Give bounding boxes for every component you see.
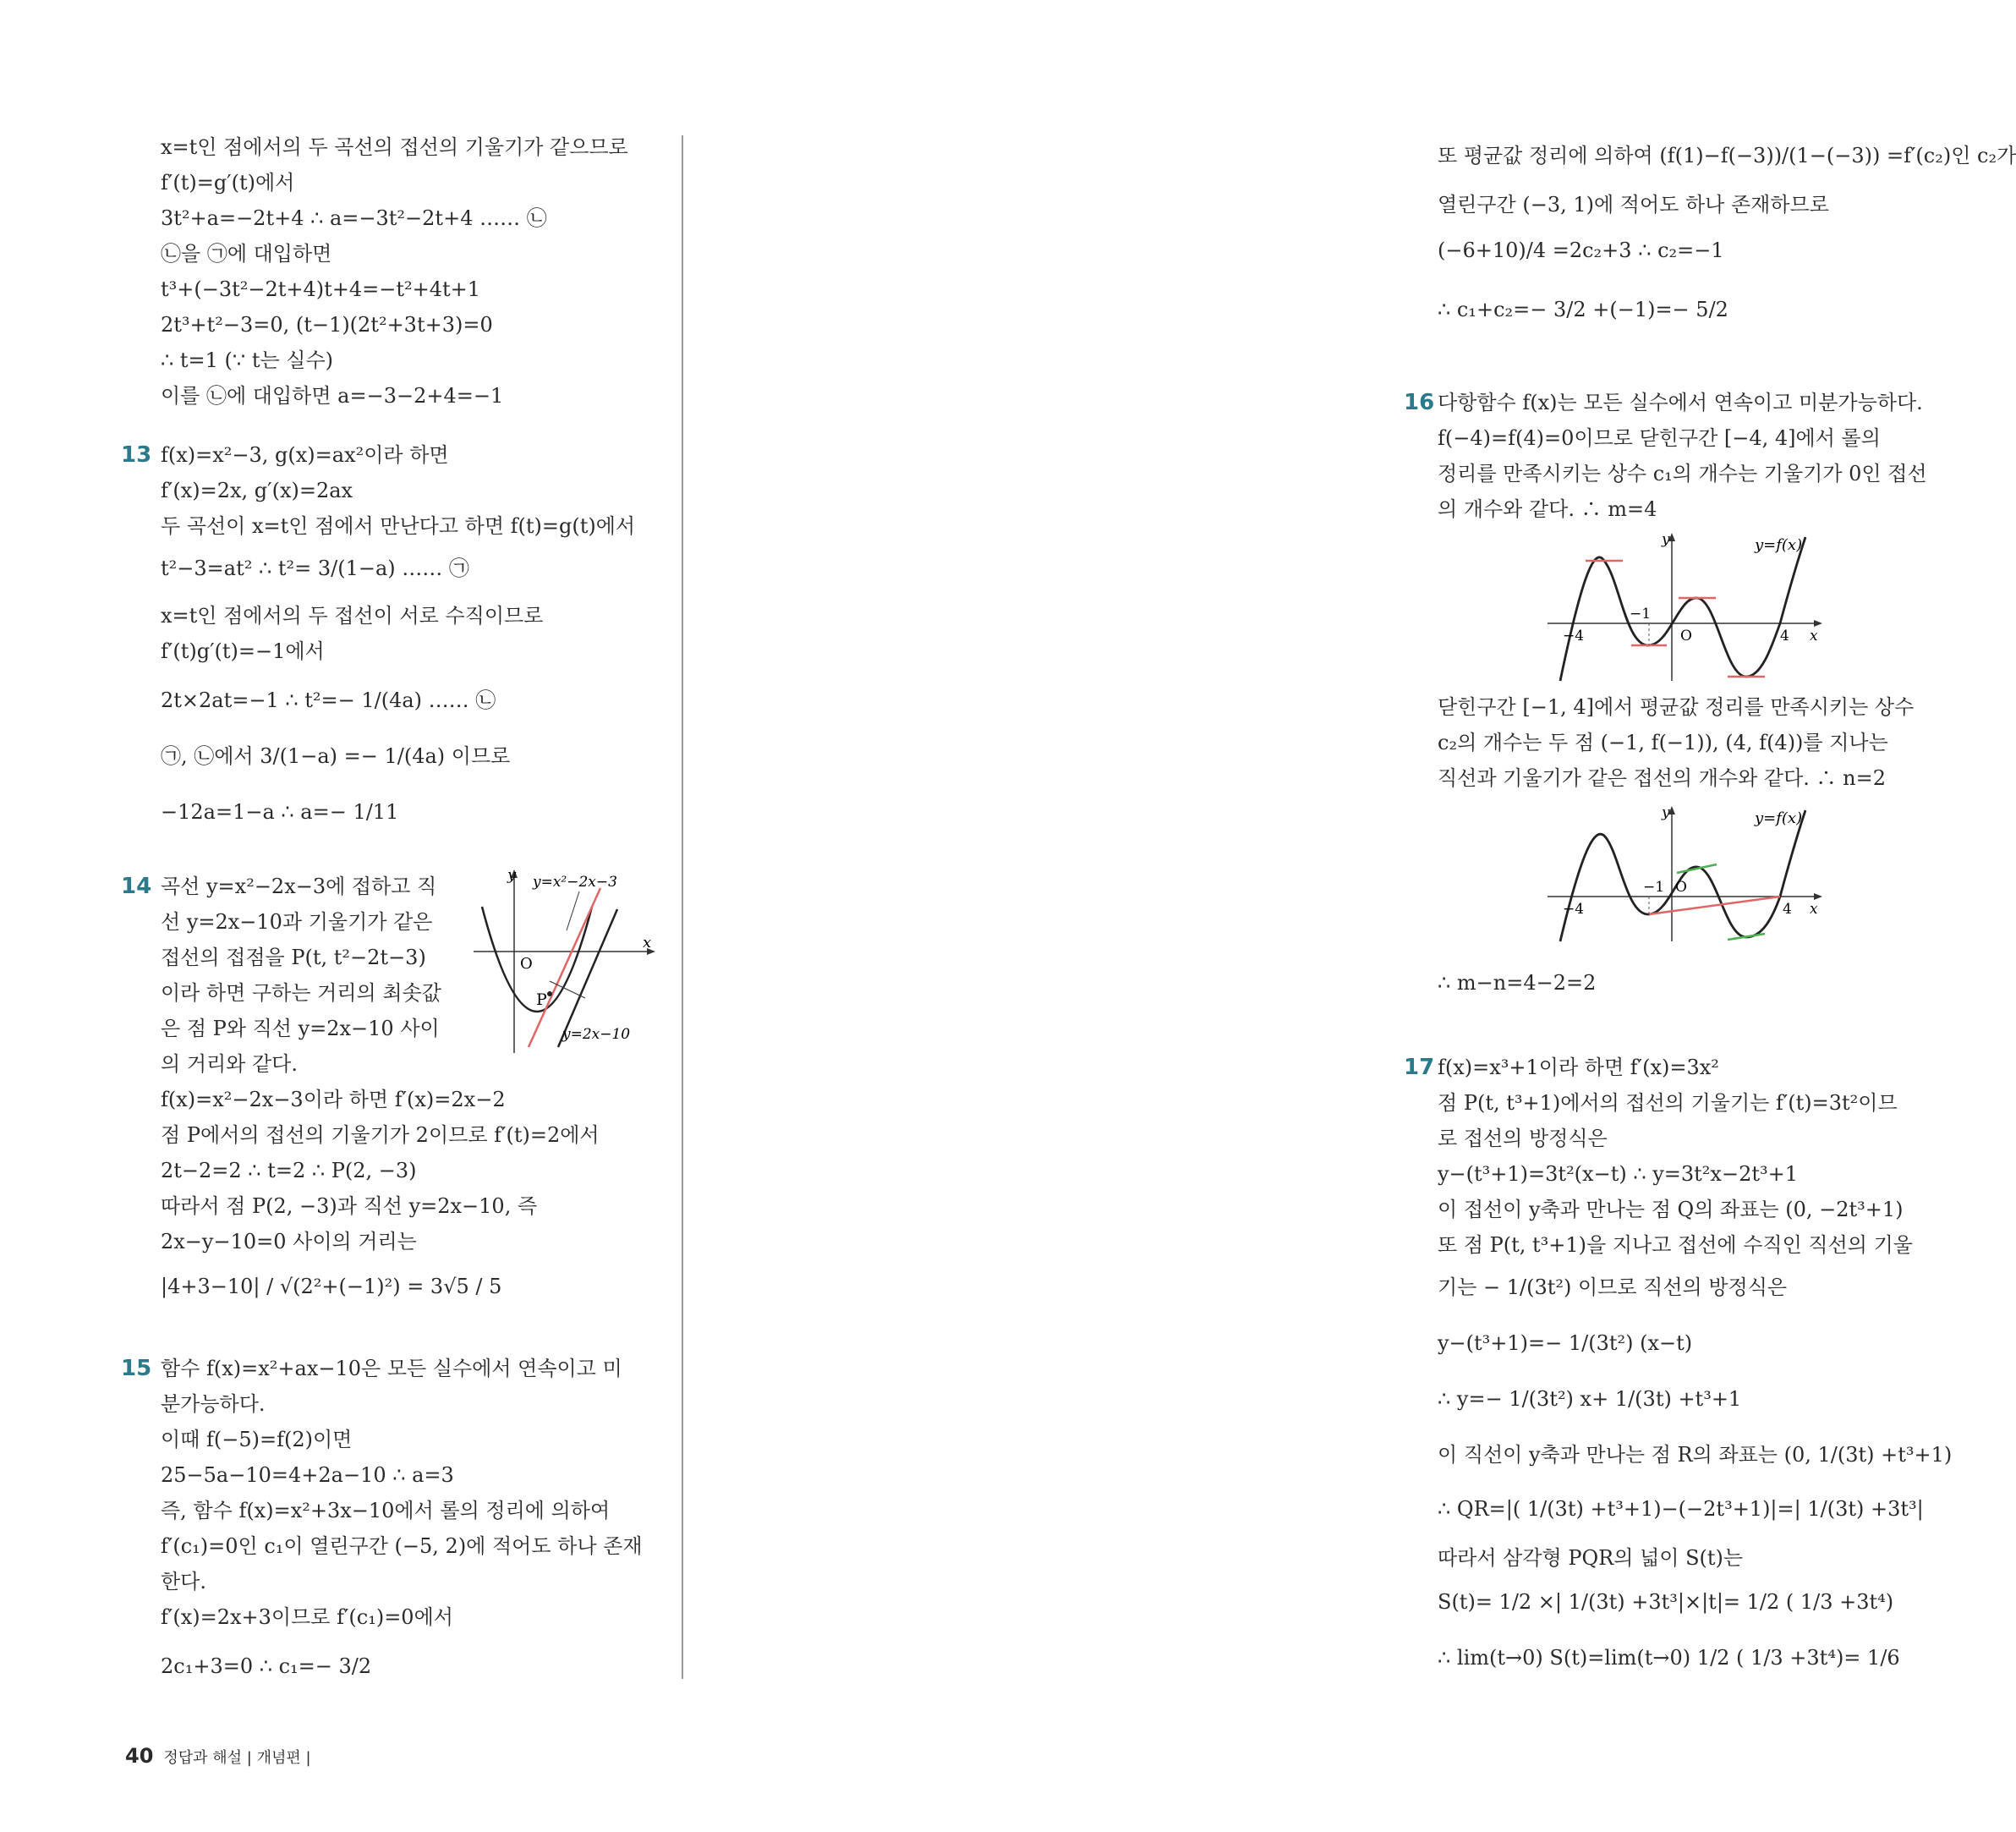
origin-label: O — [520, 955, 533, 973]
p15-cont-line: ∴ c₁+c₂=− 3/2 +(−1)=− 5/2 — [1438, 298, 1728, 321]
problem-number-15: 15 — [121, 1356, 152, 1381]
p13-line: f′(t)g′(t)=−1에서 — [161, 639, 325, 663]
p17-line: ∴ y=− 1/(3t²) x+ 1/(3t) +t³+1 — [1438, 1387, 1742, 1411]
page-footer — [125, 1744, 311, 1768]
p17-line: y−(t³+1)=− 1/(3t²) (x−t) — [1438, 1331, 1693, 1355]
p14-line: |4+3−10| / √(2²+(−1)²) = 3√5 / 5 — [161, 1275, 502, 1298]
p17-line: 또 점 P(t, t³+1)을 지나고 접선에 수직인 직선의 기울 — [1438, 1233, 1913, 1257]
x-axis-arrow — [1814, 620, 1822, 627]
p17-line: S(t)= 1/2 ×| 1/(3t) +3t³|×|t|= 1/2 ( 1/3 +3t⁴) — [1438, 1590, 1894, 1614]
p15-line: 2c₁+3=0 ∴ c₁=− 3/2 — [161, 1654, 372, 1678]
p17-line: 이 직선이 y축과 만나는 점 R의 좌표는 (0, 1/(3t) +t³+1) — [1438, 1443, 1953, 1467]
intro-line: 2t³+t²−3=0, (t−1)(2t²+3t+3)=0 — [161, 313, 493, 337]
p14-line: 따라서 점 P(2, −3)과 직선 y=2x−10, 즉 — [161, 1194, 538, 1218]
problem-number-13: 13 — [121, 442, 152, 468]
origin-label: O — [1680, 628, 1692, 644]
tick-neg1: −1 — [1630, 606, 1652, 623]
p14-line: 접선의 접점을 P(t, t²−2t−3) — [161, 946, 426, 969]
tangent-line — [529, 888, 600, 1047]
p14-line: 2x−y−10=0 사이의 거리는 — [161, 1230, 417, 1253]
y-axis-label: y — [1662, 804, 1670, 821]
point-p-label: P — [536, 990, 547, 1009]
p17-line: 점 P(t, t³+1)에서의 접선의 기울기는 f′(t)=3t²이므 — [1438, 1091, 1898, 1115]
y-axis-label: y — [507, 866, 517, 884]
p13-line: f′(x)=2x, g′(x)=2ax — [161, 479, 353, 502]
parallel-tangent — [1677, 864, 1717, 873]
p15-line: 함수 f(x)=x²+ax−10은 모든 실수에서 연속이고 미 — [161, 1357, 622, 1380]
p15-line: 25−5a−10=4+2a−10 ∴ a=3 — [161, 1463, 454, 1487]
x-axis-arrow — [1814, 893, 1822, 900]
tick-neg4: −4 — [1563, 901, 1585, 918]
p16-line: 다항함수 f(x)는 모든 실수에서 연속이고 미분가능하다. — [1438, 391, 1923, 414]
p17-line: ∴ QR=|( 1/(3t) +t³+1)−(−2t³+1)|=| 1/(3t) +3t³| — [1438, 1497, 1924, 1521]
p13-line: ㉠, ㉡에서 3/(1−a) =− 1/(4a) 이므로 — [161, 744, 511, 768]
tick-4: 4 — [1780, 628, 1789, 644]
x-axis-label: x — [643, 934, 652, 952]
intro-line: x=t인 점에서의 두 곡선의 접선의 기울기가 같으므로 — [161, 135, 628, 159]
p14-line: 선 y=2x−10과 기울기가 같은 — [161, 910, 433, 934]
p13-line: f(x)=x²−3, g(x)=ax²이라 하면 — [161, 443, 449, 467]
problem-number-14: 14 — [121, 874, 152, 899]
p14-graph — [469, 863, 668, 1057]
p15-line: 즉, 함수 f(x)=x²+3x−10에서 롤의 정리에 의하여 — [161, 1499, 611, 1522]
p17-line: y−(t³+1)=3t²(x−t) ∴ y=3t²x−2t³+1 — [1438, 1162, 1798, 1186]
p15-line: 분가능하다. — [161, 1392, 266, 1416]
p16-graph-2 — [1543, 802, 1831, 946]
p17-line: 따라서 삼각형 PQR의 넓이 S(t)는 — [1438, 1546, 1744, 1570]
p13-line: x=t인 점에서의 두 접선이 서로 수직이므로 — [161, 604, 544, 628]
problem-number-17: 17 — [1404, 1055, 1435, 1080]
origin-label: O — [1675, 879, 1687, 896]
point-p — [547, 991, 552, 996]
p14-line: 은 점 P와 직선 y=2x−10 사이 — [161, 1017, 440, 1040]
p13-line: t²−3=at² ∴ t²= 3/(1−a) …… ㉠ — [161, 557, 469, 580]
p14-line: 이라 하면 구하는 거리의 최솟값 — [161, 981, 441, 1005]
p16-line: 의 개수와 같다. ∴ m=4 — [1438, 497, 1657, 521]
problem-number-16: 16 — [1404, 390, 1435, 415]
y-axis-label: y — [1662, 531, 1670, 548]
p16-line2: 닫힌구간 [−1, 4]에서 평균값 정리를 만족시키는 상수 — [1438, 695, 1915, 719]
p16-conclusion: ∴ m−n=4−2=2 — [1438, 971, 1597, 995]
intro-line: 이를 ㉡에 대입하면 a=−3−2+4=−1 — [161, 384, 504, 408]
intro-line: t³+(−3t²−2t+4)t+4=−t²+4t+1 — [161, 277, 481, 301]
page-number: 40 — [125, 1744, 154, 1768]
p13-line: −12a=1−a ∴ a=− 1/11 — [161, 800, 399, 824]
x-axis-label: x — [1810, 628, 1818, 644]
p17-line: 로 접선의 방정식은 — [1438, 1127, 1608, 1150]
parallel-tangent — [1728, 934, 1765, 940]
intro-line: ㉡을 ㉠에 대입하면 — [161, 242, 332, 266]
p15-line: 한다. — [161, 1570, 206, 1593]
tick-4: 4 — [1783, 901, 1792, 918]
p15-cont-line: (−6+10)/4 =2c₂+3 ∴ c₂=−1 — [1438, 239, 1724, 262]
curve-label: y=x²−2x−3 — [533, 874, 617, 891]
x-axis-label: x — [1810, 901, 1818, 918]
footer-title: 정답과 해설 | 개념편 | — [163, 1749, 311, 1767]
p16-graph-1 — [1543, 529, 1831, 685]
tick-neg4: −4 — [1563, 628, 1585, 644]
line-label: y=2x−10 — [562, 1026, 631, 1043]
intro-line: f′(t)=g′(t)에서 — [161, 171, 295, 195]
column-divider — [682, 135, 683, 1679]
intro-line: ∴ t=1 (∵ t는 실수) — [161, 348, 334, 372]
p17-line: 기는 − 1/(3t²) 이므로 직선의 방정식은 — [1438, 1275, 1788, 1299]
p16-line: 정리를 만족시키는 상수 c₁의 개수는 기울기가 0인 접선 — [1438, 462, 1927, 485]
p15-cont-line: 또 평균값 정리에 의하여 (f(1)−f(−3))/(1−(−3)) =f′(c₂)인 c₂가 — [1438, 144, 2016, 167]
intro-line: 3t²+a=−2t+4 ∴ a=−3t²−2t+4 …… ㉡ — [161, 206, 547, 230]
p14-line: 점 P에서의 접선의 기울기가 2이므로 f′(t)=2에서 — [161, 1123, 600, 1147]
p16-line2: c₂의 개수는 두 점 (−1, f(−1)), (4, f(4))를 지나는 — [1438, 731, 1888, 754]
p16-line2: 직선과 기울기가 같은 접선의 개수와 같다. ∴ n=2 — [1438, 766, 1886, 790]
p14-line: 의 거리와 같다. — [161, 1052, 298, 1076]
p15-cont-line: 열린구간 (−3, 1)에 적어도 하나 존재하므로 — [1438, 193, 1829, 217]
p14-line: 곡선 y=x²−2x−3에 접하고 직 — [161, 875, 437, 898]
tick-neg1: −1 — [1643, 879, 1665, 896]
p15-line: 이때 f(−5)=f(2)이면 — [161, 1428, 353, 1451]
p14-line: 2t−2=2 ∴ t=2 ∴ P(2, −3) — [161, 1159, 417, 1182]
p17-line: f(x)=x³+1이라 하면 f′(x)=3x² — [1438, 1056, 1719, 1079]
curve-f — [1560, 537, 1805, 681]
p13-line: 2t×2at=−1 ∴ t²=− 1/(4a) …… ㉡ — [161, 688, 496, 712]
curve-label: y=f(x) — [1755, 536, 1803, 554]
curve-leader — [567, 891, 579, 930]
p15-line: f′(x)=2x+3이므로 f′(c₁)=0에서 — [161, 1605, 453, 1629]
p17-line: ∴ lim(t→0) S(t)=lim(t→0) 1/2 ( 1/3 +3t⁴)= 1/6 — [1438, 1646, 1900, 1670]
p13-line: 두 곡선이 x=t인 점에서 만난다고 하면 f(t)=g(t)에서 — [161, 514, 636, 538]
p16-line: f(−4)=f(4)=0이므로 닫힌구간 [−4, 4]에서 롤의 — [1438, 426, 1881, 450]
curve-label: y=f(x) — [1755, 809, 1803, 827]
p14-line: f(x)=x²−2x−3이라 하면 f′(x)=2x−2 — [161, 1088, 506, 1111]
p15-line: f′(c₁)=0인 c₁이 열린구간 (−5, 2)에 적어도 하나 존재 — [161, 1534, 643, 1558]
curve-f — [1560, 810, 1805, 941]
p17-line: 이 접선이 y축과 만나는 점 Q의 좌표는 (0, −2t³+1) — [1438, 1198, 1904, 1221]
